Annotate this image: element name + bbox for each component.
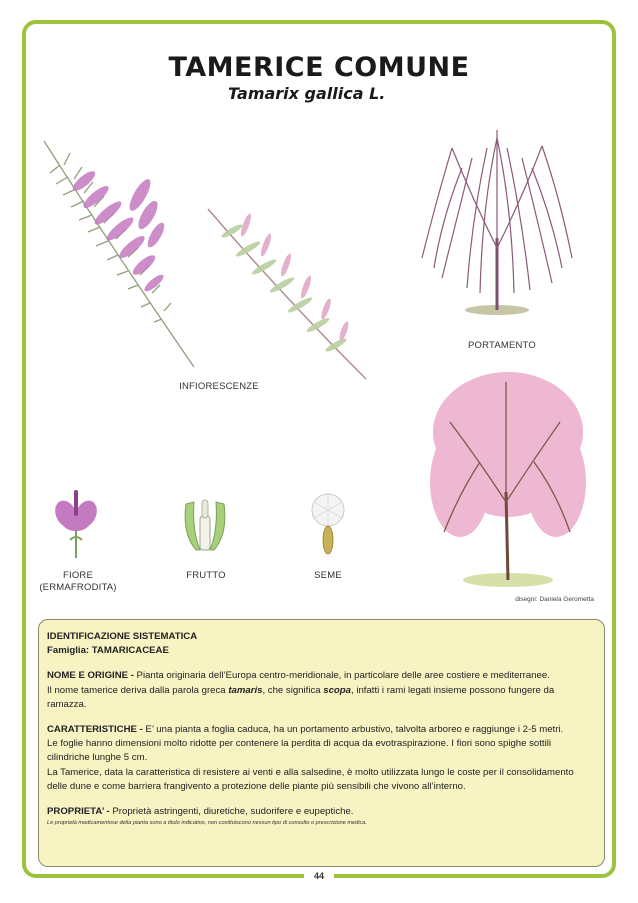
- info-box: [38, 619, 605, 867]
- etymology-text-3: , infatti i rami legati insieme possono fungere da: [350, 684, 555, 696]
- properties-text: Proprietà astringenti, diuretiche, sudorifere e eupeptiche.: [109, 806, 354, 818]
- frutto-label: FRUTTO: [186, 570, 226, 581]
- portamento-label: PORTAMENTO: [468, 340, 536, 351]
- etymology-text-2: , che significa: [262, 684, 324, 696]
- characteristics-paragraph: [47, 723, 596, 737]
- etymology-text: Il nome tamerice deriva dalla parola greca: [47, 684, 229, 696]
- properties-paragraph: [47, 805, 596, 819]
- characteristics-line-5: delle dune e come barriera frangivento a protezione delle piante più sensibili che vivono all’interno.: [47, 780, 466, 792]
- flower-illustration: [50, 484, 102, 560]
- characteristics-label: CARATTERISTICHE -: [47, 724, 143, 736]
- flowering-tree-illustration: [420, 362, 595, 588]
- etymology-paragraph: [47, 684, 596, 698]
- fiore-label: FIORE: [62, 570, 94, 581]
- page-title: TAMERICE COMUNE: [168, 52, 470, 83]
- infiorescenze-label: INFIORESCENZE: [179, 381, 259, 392]
- seme-label: SEME: [314, 570, 342, 581]
- fruit-illustration: [178, 494, 232, 556]
- characteristics-line-2: Le foglie hanno dimensioni molto ridotte per contenere la perdita di acqua da evotraspirazione. I fiori sono spighe sottili: [47, 738, 551, 750]
- systematic-heading: IDENTIFICAZIONE SISTEMATICA: [47, 631, 198, 642]
- medical-disclaimer: Le proprietà medicamentose della pianta sono a titolo indicativo, non costituiscono nessun tipo di consulto o prescrizione medica.: [47, 820, 367, 827]
- word-scopa: scopa: [323, 684, 351, 696]
- family-heading: Famiglia: TAMARICACEAE: [47, 645, 169, 657]
- fiore-sublabel: (ERMAFRODITA): [39, 582, 117, 593]
- illustration-credit: disegni: Daniela Gerometta: [515, 596, 594, 603]
- characteristics-text: E’ una pianta a foglia caduca, ha un portamento arbustivo, talvolta arboreo e raggiunge i 2-5 metri.: [142, 724, 564, 736]
- inflorescence-illustration: [202, 205, 372, 385]
- name-origin-paragraph: [47, 669, 596, 683]
- scientific-name: Tamarix gallica L.: [228, 84, 386, 103]
- etymology-continued: ramazza.: [47, 698, 87, 710]
- name-origin-text: Pianta originaria dell’Europa centro-meridionale, in particolare delle aree costiere e mediterranee.: [133, 670, 550, 682]
- properties-label: PROPRIETA’ -: [47, 806, 110, 818]
- name-origin-label: NOME E ORIGINE -: [47, 670, 134, 682]
- characteristics-line-4: La Tamerice, data la caratteristica di resistere ai venti e alla salsedine, è molto utilizzata lungo le coste per il consolidamento: [47, 766, 574, 778]
- seed-illustration: [306, 490, 350, 560]
- word-tamaris: tamaris: [228, 684, 263, 696]
- page-number: 44: [304, 868, 334, 884]
- characteristics-line-3: cilindriche lunghe 5 cm.: [47, 752, 148, 764]
- flowering-branch-illustration: [40, 135, 200, 375]
- tree-habit-illustration: [412, 118, 582, 318]
